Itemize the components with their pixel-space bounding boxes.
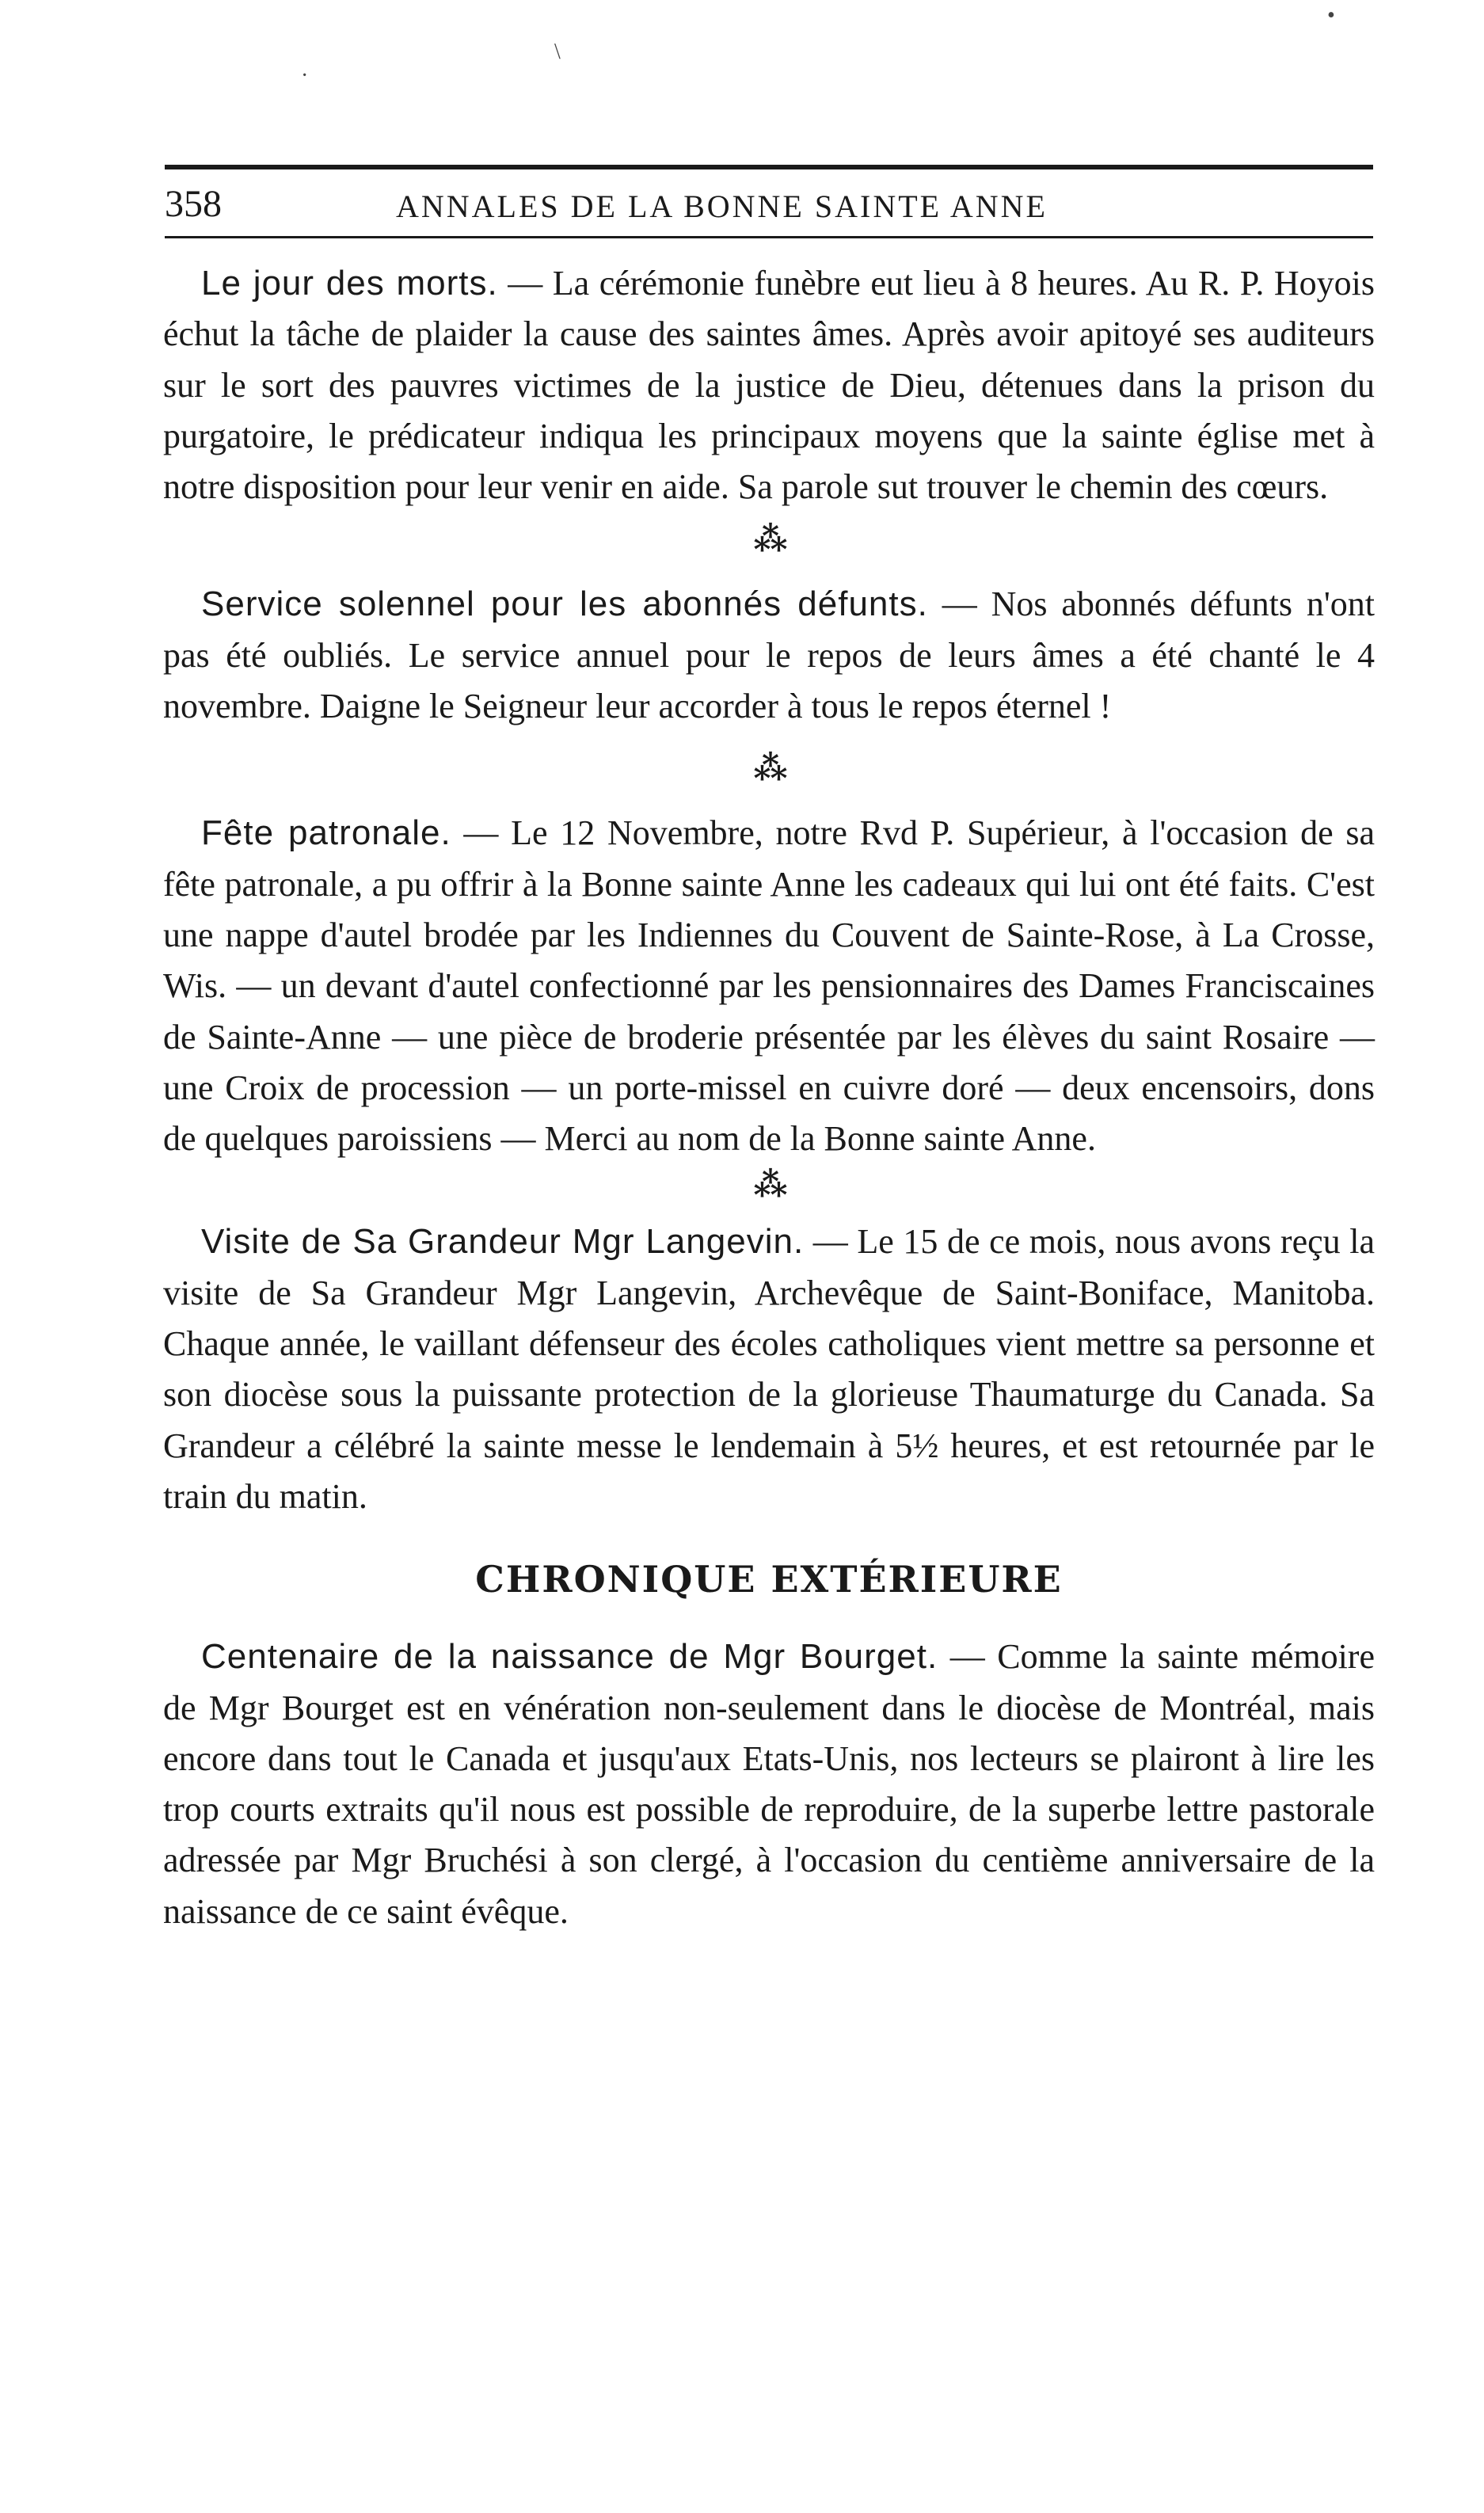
section-heading: Fête patronale.: [201, 813, 451, 853]
section-text: — Le 15 de ce mois, nous avons reçu la visite de Sa Grandeur Mgr Langevin, Archevêque de Saint-Boniface, Manitoba. Chaque année, le vaillant défenseur des écoles catholiques vient mettre sa personne et son diocèse sous la puissante protection de la glorieuse Thaumaturge du Canada. Sa Grandeur a célébré la sainte messe le lendemain à 5½ heures, et est retournée par le train du matin.: [163, 1222, 1375, 1516]
section-text: — Nos abonnés défunts n'ont pas été oubliés. Le service annuel pour le repos de leurs âmes a été chanté le 4 novembre. Daigne le Seigneur leur accorder à tous le repos éternel !: [163, 584, 1376, 726]
section-heading: Service solennel pour les abonnés défunts.: [201, 584, 928, 624]
running-title: ANNALES DE LA BONNE SAINTE ANNE: [396, 188, 1048, 224]
section-text: — Comme la sainte mémoire de Mgr Bourget est en vénération non-seulement dans le diocèse de Montréal, mais encore dans tout le Canada et jusqu'aux Etats-Unis, nos lecteurs se plairont à lire les trop courts extraits qu'il nous est possible de reproduire, de la superbe lettre pastorale adressée par Mgr Bruchési à son clergé, à l'occasion du centième anniversaire de la naissance de ce saint évêque.: [163, 1637, 1375, 1931]
page-body: [163, 258, 1375, 1937]
scan-speck: \: [554, 40, 561, 64]
ornament-divider: ⁂: [753, 751, 785, 788]
chronicle-title: CHRONIQUE EXTÉRIEURE: [475, 1558, 1063, 1601]
paragraph-jour-des-morts: [163, 258, 1375, 512]
page-number: 358: [165, 183, 222, 225]
paragraph-fete-patronale: [163, 808, 1375, 1164]
paragraph-centenaire-bourget: [163, 1632, 1375, 1937]
paragraph-service-solennel: [163, 579, 1375, 732]
section-heading: Visite de Sa Grandeur Mgr Langevin.: [201, 1222, 805, 1262]
section-text: — Le 12 Novembre, notre Rvd P. Supérieur, à l'occasion de sa fête patronale, a pu offrir à la Bonne sainte Anne les cadeaux qui lui ont été faits. C'est une nappe d'autel brodée par les Indiennes du Couvent de Sainte-Rose, à La Crosse, Wis. — un devant d'autel confectionné par les pensionnaires des Dames Franciscaines de Sainte-Anne — une pièce de broderie présentée par les élèves du saint Rosaire — une Croix de procession — un porte-missel en cuivre doré — deux encensoirs, dons de quelques paroissiens — Merci au nom de la Bonne sainte Anne.: [163, 813, 1376, 1159]
section-heading: Centenaire de la naissance de Mgr Bourget.: [201, 1637, 938, 1677]
section-text: — La cérémonie funèbre eut lieu à 8 heures. Au R. P. Hoyois échut la tâche de plaider la cause des saintes âmes. Après avoir apitoyé ses auditeurs sur le sort des pauvres victimes de la justice de Dieu, détenues dans la prison du purgatoire, le prédicateur indiqua les principaux moyens que la sainte église met à notre disposition pour leur venir en aide. Sa parole sut trouver le chemin des cœurs.: [163, 264, 1375, 507]
header-rule-bottom: [165, 236, 1373, 238]
scan-speck: ·: [301, 63, 309, 88]
header-rule-top: [165, 165, 1373, 169]
ornament-divider: ⁂: [753, 522, 785, 559]
section-heading: Le jour des morts.: [201, 264, 498, 303]
scan-speck: •: [1327, 3, 1335, 28]
paragraph-visite-langevin: [163, 1217, 1375, 1522]
ornament-divider: ⁂: [753, 1167, 785, 1205]
